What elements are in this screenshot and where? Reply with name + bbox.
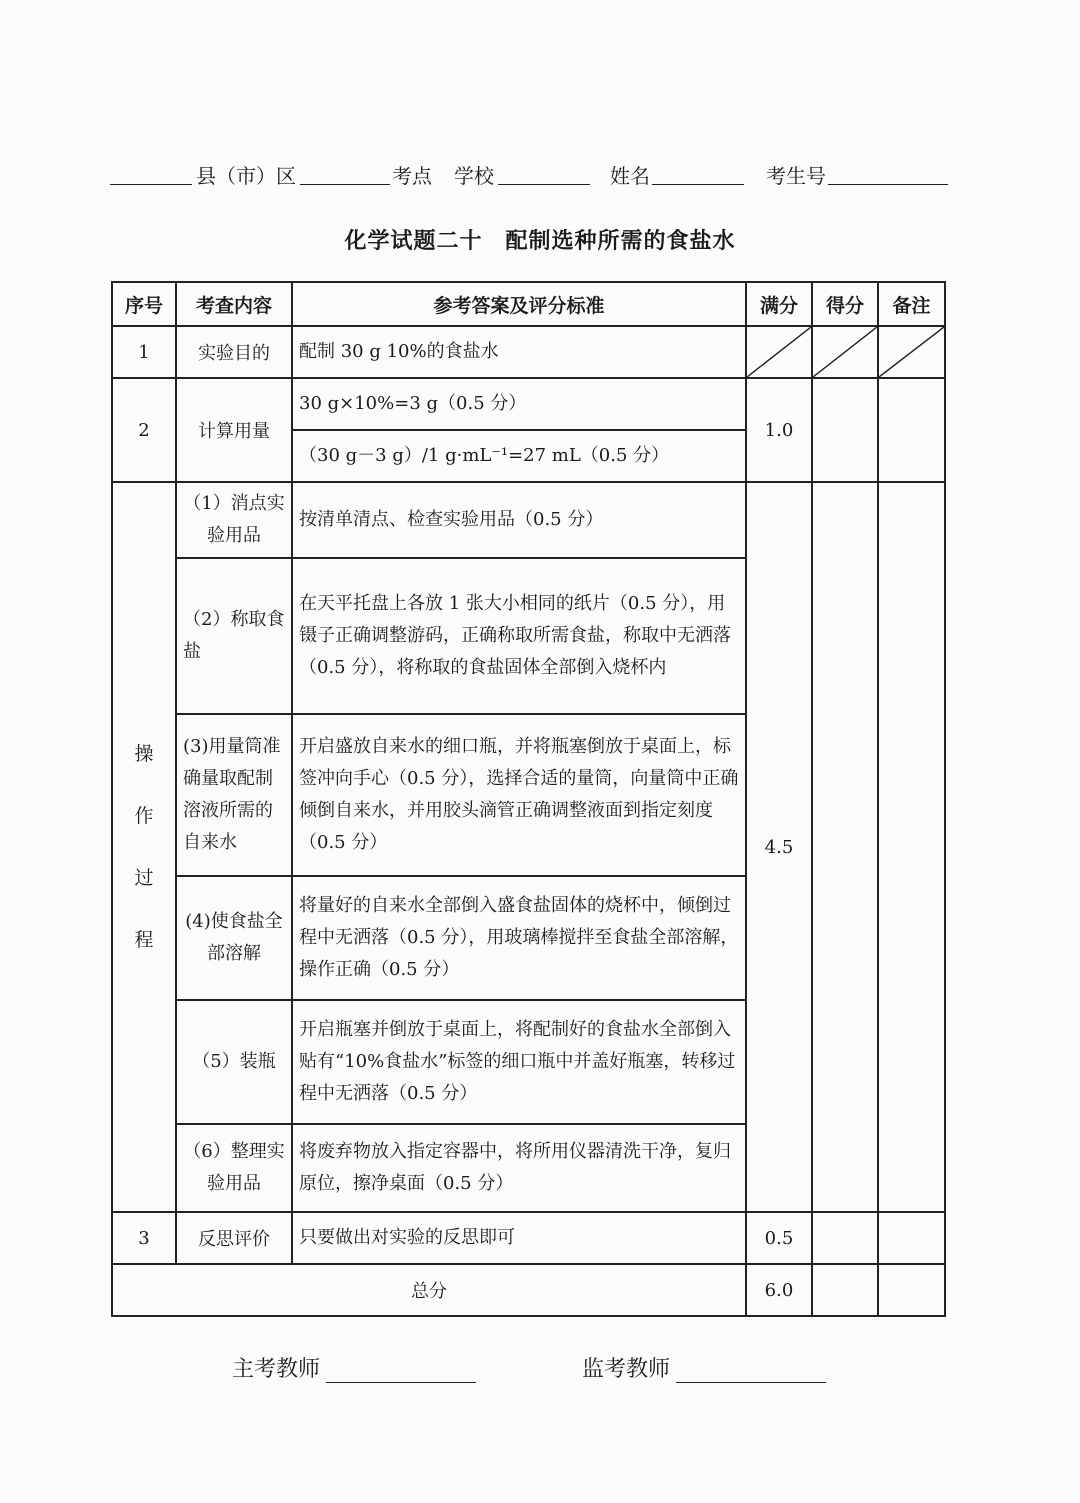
step-answer: 在天平托盘上各放 1 张大小相同的纸片（0.5 分），用镊子正确调整游码，正确称取所需食盐，称取中无洒落（0.5 分），将称取的食盐固体全部倒入烧杯内 [292,558,746,714]
scoring-table [111,281,946,1317]
total-full-score: 6.0 [746,1264,812,1316]
total-score-input[interactable] [812,1264,878,1316]
table-header-row [112,282,945,326]
full-score: 4.5 [746,482,812,1212]
diagonal-slash-icon [879,327,944,377]
table-row [112,1212,945,1264]
col-header-got-score: 得分 [812,282,878,326]
exam-no-blank[interactable] [828,160,948,185]
step-item: （6）整理实验用品 [176,1124,292,1212]
remarks-input[interactable] [878,378,945,482]
operation-label-text: 操 作 过 程 [134,743,154,951]
step-answer: 将量好的自来水全部倒入盛食盐固体的烧杯中，倾倒过程中无洒落（0.5 分），用玻璃棒搅拌至食盐全部溶解，操作正确（0.5 分） [292,876,746,1000]
row-answer: 只要做出对实验的反思即可 [292,1212,746,1264]
step-answer: 将废弃物放入指定容器中，将所用仪器清洗干净，复归原位，擦净桌面（0.5 分） [292,1124,746,1212]
remarks-input[interactable] [878,1212,945,1264]
step-item: （2）称取食盐 [176,558,292,714]
total-row [112,1264,945,1316]
school-label: 学校 [454,164,494,188]
row-item: 计算用量 [176,378,292,482]
step-answer: 开启瓶塞并倒放于桌面上，将配制好的食盐水全部倒入贴有“10%食盐水”标签的细口瓶中并盖好瓶塞，转移过程中无洒落（0.5 分） [292,1000,746,1124]
header-fields [110,158,950,192]
row-no: 2 [112,378,176,482]
chief-examiner-blank[interactable] [326,1354,476,1383]
slash-cell [746,326,812,378]
table-row [112,482,945,558]
diagonal-slash-icon [747,327,811,377]
operation-process-label [112,482,176,1212]
col-header-item: 考查内容 [176,282,292,326]
row-no: 3 [112,1212,176,1264]
proctor-label: 监考教师 [582,1357,671,1382]
row-item: 反思评价 [176,1212,292,1264]
name-label: 姓名 [610,164,650,188]
score-input[interactable] [812,1212,878,1264]
step-answer: 按清单清点、检查实验用品（0.5 分） [292,482,746,558]
diagonal-slash-icon [813,327,877,377]
county-label: 县（市）区 [196,164,296,188]
step-item: (4)使食盐全部溶解 [176,876,292,1000]
col-header-full-score: 满分 [746,282,812,326]
chief-examiner-label: 主考教师 [232,1357,321,1382]
step-item: （1）消点实验用品 [176,482,292,558]
total-remarks-input[interactable] [878,1264,945,1316]
step-item: (3)用量筒准确量取配制溶液所需的自来水 [176,714,292,876]
exam-site-label: 考点 [392,164,432,188]
step-answer: 开启盛放自来水的细口瓶，并将瓶塞倒放于桌面上，标签冲向手心（0.5 分），选择合适的量筒，向量筒中正确倾倒自来水，并用胶头滴管正确调整液面到指定刻度（0.5 分） [292,714,746,876]
remarks-input[interactable] [878,482,945,1212]
full-score: 0.5 [746,1212,812,1264]
page-title: 化学试题二十 配制选种所需的食盐水 [344,228,736,254]
county-blank[interactable] [110,160,192,185]
proctor-blank[interactable] [676,1354,826,1383]
exam-site-blank[interactable] [300,160,390,185]
step-item: （5）装瓶 [176,1000,292,1124]
col-header-remarks: 备注 [878,282,945,326]
table-row [112,326,945,378]
slash-cell [812,326,878,378]
exam-no-label: 考生号 [766,164,826,188]
row-answer: 30 g×10%=3 g（0.5 分） [292,378,746,430]
row-item: 实验目的 [176,326,292,378]
name-blank[interactable] [652,160,744,185]
col-header-no: 序号 [112,282,176,326]
row-no: 1 [112,326,176,378]
slash-cell [878,326,945,378]
score-input[interactable] [812,378,878,482]
row-answer: （30 g－3 g）/1 g·mL⁻¹=27 mL（0.5 分） [292,430,746,482]
total-label: 总分 [112,1264,746,1316]
full-score: 1.0 [746,378,812,482]
table-row [112,378,945,430]
school-blank[interactable] [498,160,590,185]
col-header-answer: 参考答案及评分标准 [292,282,746,326]
row-answer: 配制 30 g 10%的食盐水 [292,326,746,378]
score-input[interactable] [812,482,878,1212]
